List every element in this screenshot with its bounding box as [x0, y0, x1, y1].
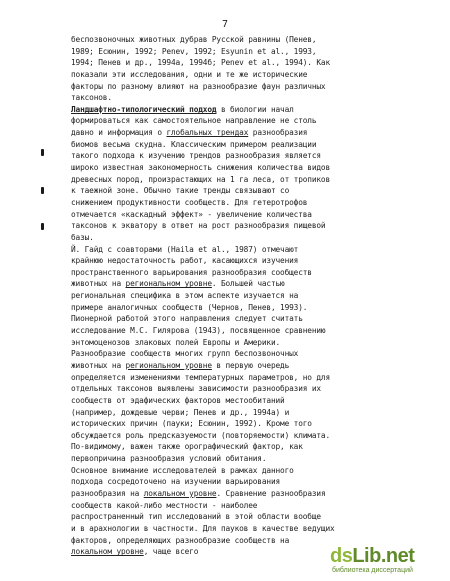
text-line: первопричина разнообразия условий обитания.	[71, 454, 267, 464]
text-line: сообществ от эдафических факторов местообитаний	[71, 395, 285, 405]
text-line: Разнообразие сообществ многих групп беспозвоночных	[71, 349, 299, 359]
text-line: подхода сосредоточено на изучении варьирования	[71, 477, 281, 487]
text-line: Основное внимание исследователей в рамках данного	[71, 465, 294, 475]
text-line: крайнюю недостаточность работ, касающихся изучения	[71, 256, 299, 266]
text-line: пространственного варьирования разнообразия сообществ	[71, 267, 312, 277]
text-line: определяется изменениями температурных параметров, но для	[71, 372, 331, 382]
text-line: Й. Гайд с соавторами (Haila et al., 1987) отмечают	[71, 244, 299, 254]
text-line: биомов весьма скудна. Классическим примером реализации	[71, 139, 317, 149]
watermark-logo[interactable]	[330, 543, 442, 575]
text-line: таксонов.	[71, 93, 112, 103]
text-line: исследование М.С. Гилярова (1943), посвященное сравнению	[71, 326, 326, 336]
text-line: обсуждается роль предсказуемости (повторяемости) климата.	[71, 430, 331, 440]
text-line: животных на региональном уровне в первую очередь	[71, 360, 290, 370]
text-line: беспозвоночных животных дубрав Русской равнины (Пенев,	[71, 35, 317, 44]
watermark-caption: библиотека диссертаций	[332, 567, 413, 574]
text-line: формироваться как самостоятельное направление не столь	[71, 116, 317, 126]
text-line: Пионерной работой этого направления следует считать	[71, 314, 303, 324]
watermark-wordmark: dsLib.net	[330, 545, 415, 567]
page-number: 7	[221, 19, 229, 30]
text-line: отмечается «каскадный эффект» - увеличение количества	[71, 209, 312, 219]
text-line: примере аналогичных сообществ (Чернов, Пенев, 1993).	[71, 302, 308, 312]
text-line: региональная специфика в этом аспекте изучается на	[71, 291, 299, 301]
text-line: исторических причин (пауки; Есюнин, 1992). Кроме того	[71, 419, 312, 429]
margin-mark	[41, 149, 44, 156]
body-text	[71, 34, 423, 558]
text-line: Ландшафтно-типологический подход в биологии начал	[71, 104, 294, 114]
text-line: таксонов к экватору в ответ на рост разнообразия пищевой	[71, 221, 326, 231]
text-line: отдельных таксонов выявлены зависимости разнообразия их	[71, 384, 321, 394]
text-line: такого подхода к изучению трендов разнообразия является	[71, 151, 321, 161]
text-line: показали эти исследования, одни и те же исторические	[71, 69, 308, 79]
text-line: По-видимому, важен также орографический фактор, как	[71, 442, 303, 452]
margin-mark	[41, 187, 44, 194]
text-line: животных на региональном уровне. Большей частью	[71, 279, 285, 289]
text-line: давно и информация о глобальных трендах разнообразия	[71, 128, 308, 138]
text-line: факторы по разному влияют на разнообразие фаун различных	[71, 81, 326, 91]
margin-mark	[41, 223, 44, 230]
text-line: к таежной зоне. Обычно такие тренды связывают со	[71, 186, 290, 196]
text-line: древесных пород, произрастающих на 1 га леса, от тропиков	[71, 174, 331, 184]
text-line: сообществ какой-либо местности - наиболее	[71, 500, 258, 510]
text-line: базы.	[71, 232, 94, 242]
text-line: снижением продуктивности сообществ. Для гетеротрофов	[71, 197, 308, 207]
text-line: широко известная закономерность снижения количества видов	[71, 163, 331, 173]
text-line: разнообразия на локальном уровне. Сравнение разнообразия	[71, 488, 326, 498]
text-line: (например, дождевые черви; Пенев и др., 1994а) и	[71, 407, 290, 417]
text-line: 1994; Пенев и др., 1994а, 1994б; Penev et al., 1994). Как	[71, 58, 331, 68]
text-line: локальном уровне, чаще всего	[71, 547, 199, 557]
text-line: 1989; Есюнин, 1992; Penev, 1992; Esyunin et al., 1993,	[71, 46, 317, 56]
text-line: факторов, определяющих разнообразие сообществ на	[71, 535, 290, 545]
text-line: и в арахнологии в частности. Для пауков в качестве ведущих	[71, 523, 335, 533]
text-line: энтомоценозов злаковых полей Европы и Америки.	[71, 337, 281, 347]
text-line: распространенный тип исследований в этой области вообще	[71, 512, 321, 522]
